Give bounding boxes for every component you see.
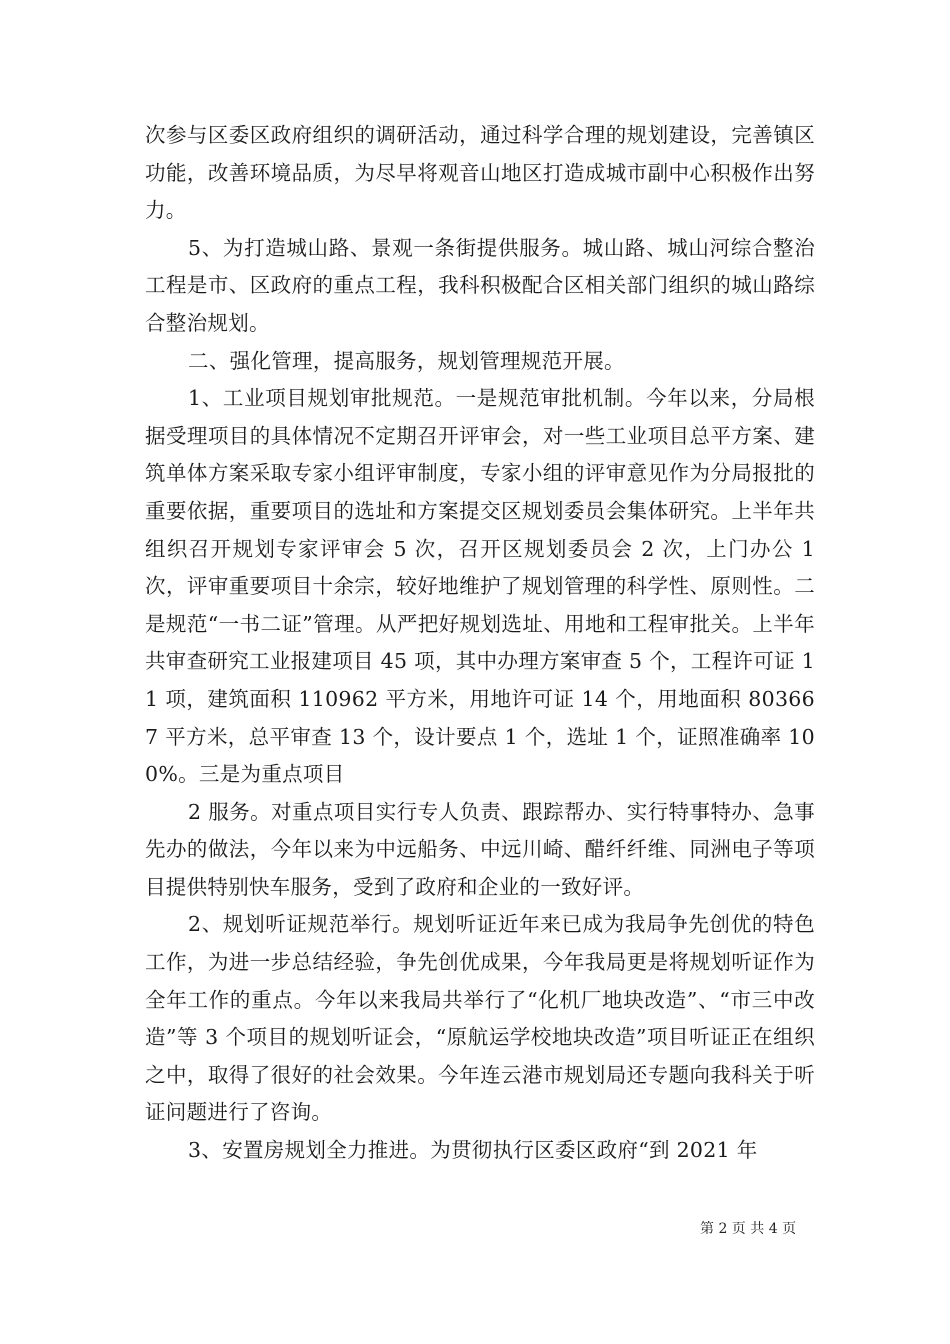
paragraph-4: 2 服务。对重点项目实行专人负责、跟踪帮办、实行特事特办、急事先办的做法，今年以来为中远船务、中远川崎、醋纤纤维、同洲电子等项目提供特别快车服务，受到了政府和企业的一致好评。 — [145, 799, 815, 899]
document-body — [145, 117, 815, 1170]
paragraph-1: 次参与区委区政府组织的调研活动，通过科学合理的规划建设，完善镇区功能，改善环境品质，为尽早将观音山地区打造成城市副中心积极作出努力。 — [145, 123, 815, 223]
paragraph-6: 3、安置房规划全力推进。为贯彻执行区委区政府“到 2021 年 — [188, 1138, 758, 1163]
section-heading: 二、强化管理，提高服务，规划管理规范开展。 — [188, 348, 625, 373]
paragraph-5: 2、规划听证规范举行。规划听证近年来已成为我局争先创优的特色工作，为进一步总结经验，争先创优成果，今年我局更是将规划听证作为全年工作的重点。今年以来我局共举行了“化机厂地块改造”、“市三中改造”等 3 个项目的规划听证会，“原航运学校地块改造”项目听证正在组织之中，取得了很好的社会效果。今年连云港市规划局还专题向我科关于听证问题进行了咨询。 — [145, 912, 815, 1125]
paragraph-2: 5、为打造城山路、景观一条街提供服务。城山路、城山河综合整治工程是市、区政府的重点工程，我科积极配合区相关部门组织的城山路综合整治规划。 — [145, 235, 815, 335]
page-number-footer: 第 2 页 共 4 页 — [700, 1221, 797, 1237]
paragraph-3: 1、工业项目规划审批规范。一是规范审批机制。今年以来，分局根据受理项目的具体情况不定期召开评审会，对一些工业项目总平方案、建筑单体方案采取专家小组评审制度，专家小组的评审意见作为分局报批的重要依据，重要项目的选址和方案提交区规划委员会集体研究。上半年共组织召开规划专家评审会 5 次，召开区规划委员会 2 次，上门办公 1 次，评审重要项目十余宗，较好地维护了规划管理的科学性、原则性。二是规范“一书二证”管理。从严把好规划选址、用地和工程审批关。上半年共审查研究工业报建项目 45 项，其中办理方案审查 5 个，工程许可证 11 项，建筑面积 110962 平方米，用地许可证 14 个，用地面积 803667 平方米，总平审查 13 个，设计要点 1 个，选址 1 个，证照准确率 100%。三是为重点项目 — [145, 386, 815, 787]
